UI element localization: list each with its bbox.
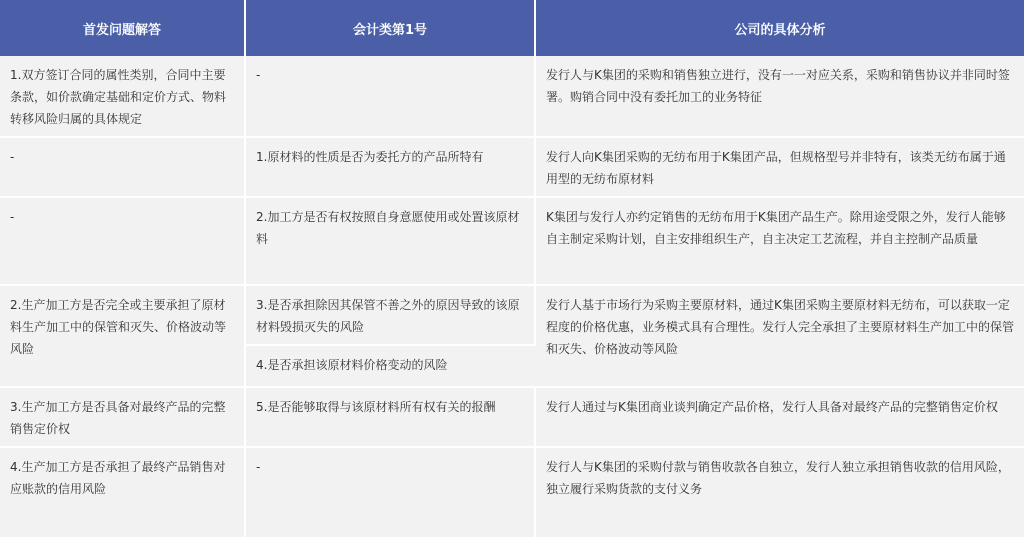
table-row xyxy=(0,285,1024,345)
cell-accounting: 4.是否承担该原材料价格变动的风险 xyxy=(245,345,535,387)
cell-analysis: 发行人基于市场行为采购主要原材料，通过K集团采购主要原材料无纺布，可以获取一定程度的价格优惠，业务模式具有合理性。发行人完全承担了主要原材料生产加工中的保管和灭失、价格波动等风险 xyxy=(535,285,1024,387)
table-row xyxy=(0,56,1024,137)
cell-accounting: 1.原材料的性质是否为委托方的产品所特有 xyxy=(245,137,535,197)
cell-question: 2.生产加工方是否完全或主要承担了原材料生产加工中的保管和灭失、价格波动等风险 xyxy=(0,285,245,387)
header-accounting-no1: 会计类第1号 xyxy=(245,0,535,56)
cell-accounting: 2.加工方是否有权按照自身意愿使用或处置该原材料 xyxy=(245,197,535,285)
table-row xyxy=(0,137,1024,197)
header-company-analysis: 公司的具体分析 xyxy=(535,0,1024,56)
cell-analysis: 发行人通过与K集团商业谈判确定产品价格，发行人具备对最终产品的完整销售定价权 xyxy=(535,387,1024,447)
cell-accounting: 5.是否能够取得与该原材料所有权有关的报酬 xyxy=(245,387,535,447)
cell-question: - xyxy=(0,137,245,197)
table-header-row xyxy=(0,0,1024,56)
cell-question: 1.双方签订合同的属性类别，合同中主要条款，如价款确定基础和定价方式、物料转移风险归属的具体规定 xyxy=(0,56,245,137)
cell-analysis: 发行人向K集团采购的无纺布用于K集团产品，但规格型号并非特有，该类无纺布属于通用型的无纺布原材料 xyxy=(535,137,1024,197)
cell-accounting: - xyxy=(245,56,535,137)
cell-question: 4.生产加工方是否承担了最终产品销售对应账款的信用风险 xyxy=(0,447,245,538)
cell-analysis: K集团与发行人亦约定销售的无纺布用于K集团产品生产。除用途受限之外，发行人能够自主制定采购计划，自主安排组织生产，自主决定工艺流程，并自主控制产品质量 xyxy=(535,197,1024,285)
table-row xyxy=(0,197,1024,285)
cell-question: - xyxy=(0,197,245,285)
header-ipo-question: 首发问题解答 xyxy=(0,0,245,56)
cell-question: 3.生产加工方是否具备对最终产品的完整销售定价权 xyxy=(0,387,245,447)
table-row xyxy=(0,447,1024,538)
cell-analysis: 发行人与K集团的采购和销售独立进行，没有一一对应关系，采购和销售协议并非同时签署。购销合同中没有委托加工的业务特征 xyxy=(535,56,1024,137)
cell-accounting: - xyxy=(245,447,535,538)
cell-analysis: 发行人与K集团的采购付款与销售收款各自独立，发行人独立承担销售收款的信用风险，独立履行采购货款的支付义务 xyxy=(535,447,1024,538)
cell-accounting: 3.是否承担除因其保管不善之外的原因导致的该原材料毁损灭失的风险 xyxy=(245,285,535,345)
table-row xyxy=(0,387,1024,447)
